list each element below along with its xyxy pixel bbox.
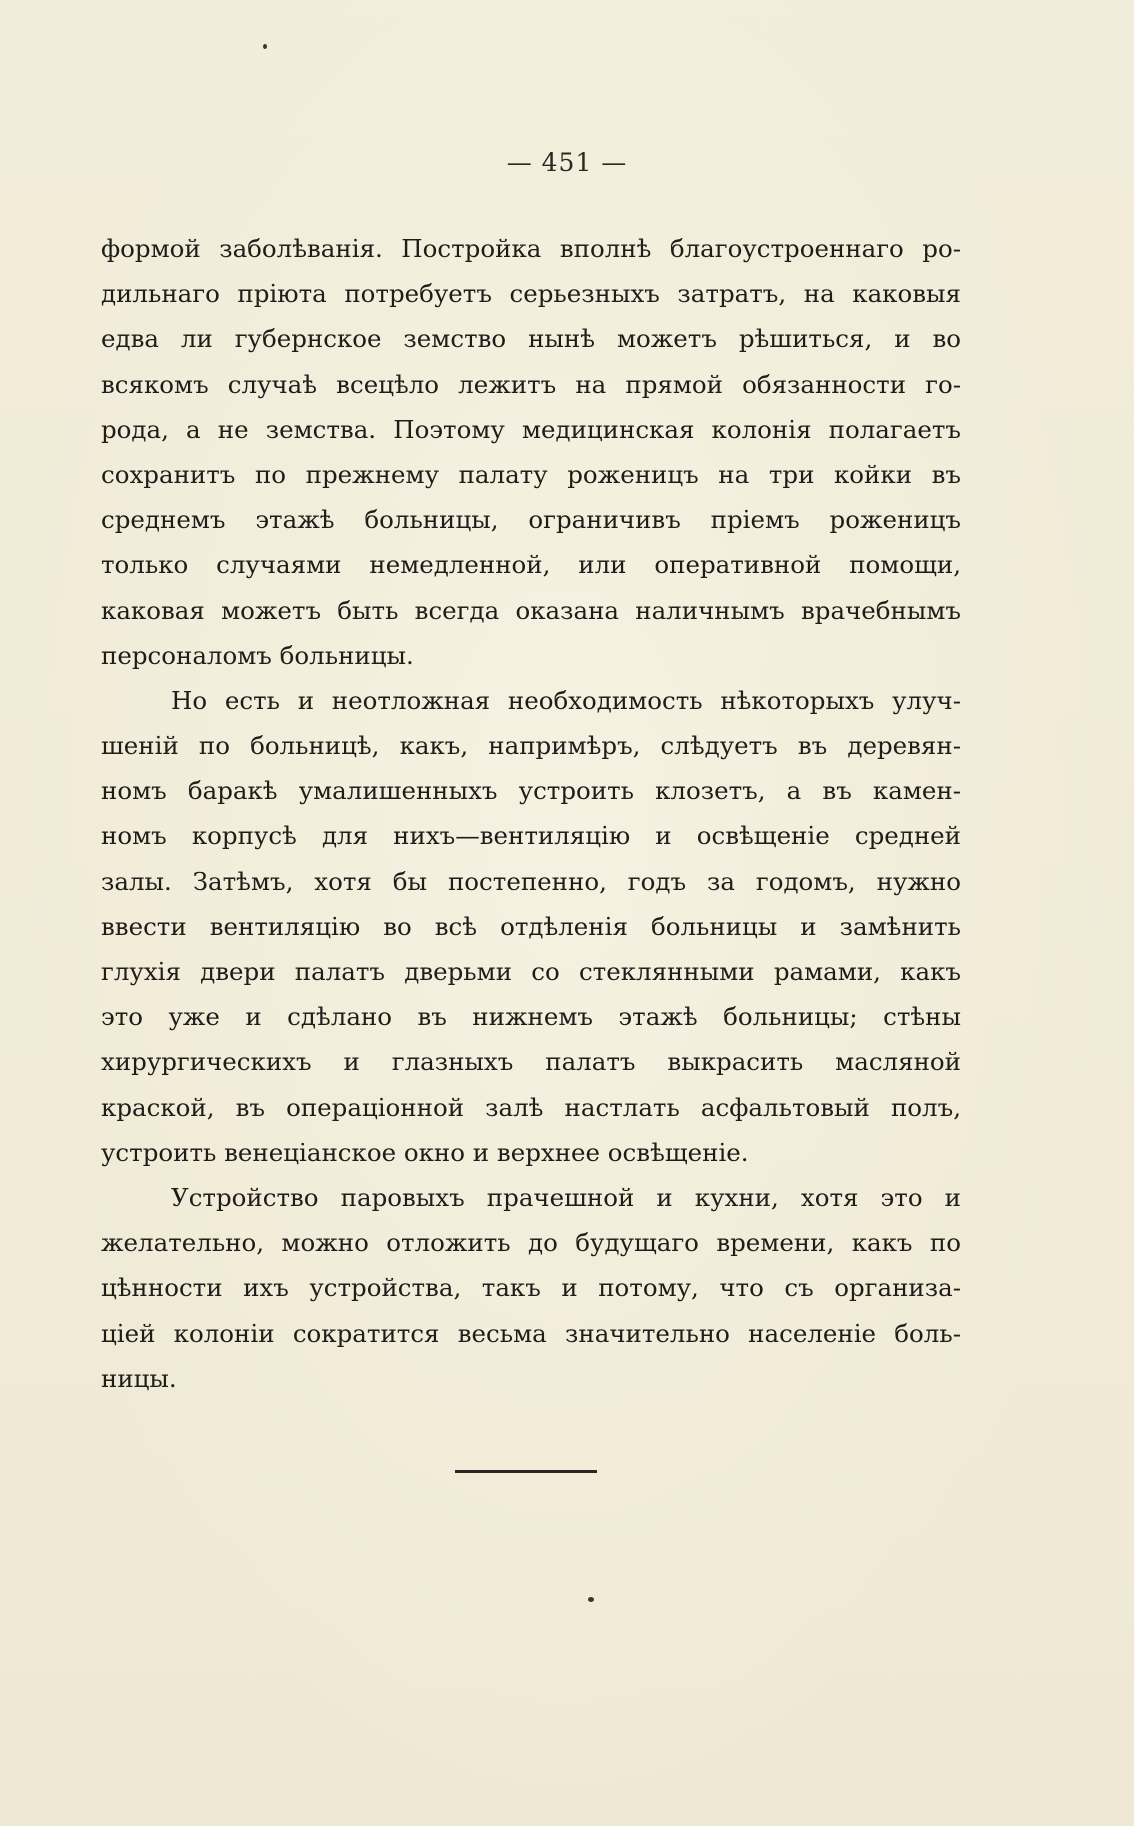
text-line: ціей колоніи сократится весьма значительно населеніе боль- <box>101 1318 961 1348</box>
text-line: каковая можетъ быть всегда оказана наличнымъ врачебнымъ <box>101 595 961 625</box>
text-line: формой заболѣванія. Постройка вполнѣ благоустроеннаго ро- <box>101 234 961 263</box>
text-line: всякомъ случаѣ всецѣло лежитъ на прямой обязанности го- <box>101 369 961 399</box>
page-number: — 451 — <box>506 148 628 177</box>
text-line: персоналомъ больницы. <box>101 640 414 670</box>
paragraph-3 <box>101 1175 961 1401</box>
section-end-rule <box>455 1470 597 1473</box>
text-line: это уже и сдѣлано въ нижнемъ этажѣ больницы; стѣны <box>101 1002 961 1032</box>
paragraph-2 <box>101 678 961 1175</box>
text-line: глухія двери палатъ дверьми со стеклянными рамами, какъ <box>101 957 961 986</box>
text-line: Устройство паровыхъ прачешной и кухни, хотя это и <box>171 1182 961 1212</box>
text-line: рода, а не земства. Поэтому медицинская колонія полагаетъ <box>101 414 961 444</box>
text-line: Но есть и неотложная необходимость нѣкоторыхъ улуч- <box>171 685 961 715</box>
text-line: едва ли губернское земство нынѣ можетъ рѣшиться, и во <box>101 324 961 354</box>
text-line: желательно, можно отложить до будущаго времени, какъ по <box>101 1228 961 1258</box>
text-line: ницы. <box>101 1363 177 1393</box>
print-speck <box>588 1597 594 1602</box>
text-line: ввести вентиляцію во всѣ отдѣленія больницы и замѣнить <box>101 911 961 941</box>
paragraph-1 <box>101 226 961 678</box>
text-line: залы. Затѣмъ, хотя бы постепенно, годъ за годомъ, нужно <box>101 866 961 896</box>
text-line: среднемъ этажѣ больницы, ограничивъ пріемъ роженицъ <box>101 505 961 535</box>
print-speck <box>263 44 267 49</box>
text-line: шеній по больницѣ, какъ, напримѣръ, слѣдуетъ въ деревян- <box>101 731 961 761</box>
text-line: краской, въ операціонной залѣ настлать асфальтовый полъ, <box>101 1092 961 1122</box>
text-line: дильнаго пріюта потребуетъ серьезныхъ затратъ, на каковыя <box>101 279 961 309</box>
text-line: хирургическихъ и глазныхъ палатъ выкрасить масляной <box>101 1047 961 1077</box>
text-line: только случаями немедленной, или оперативной помощи, <box>101 550 961 580</box>
body-text <box>101 226 961 1401</box>
text-line: номъ баракѣ умалишенныхъ устроить клозетъ, а въ камен- <box>101 776 961 806</box>
text-line: сохранитъ по прежнему палату роженицъ на три койки въ <box>101 459 961 489</box>
text-line: цѣнности ихъ устройства, такъ и потому, что съ организа- <box>101 1273 961 1303</box>
text-line: устроить венеціанское окно и верхнее освѣщеніе. <box>101 1137 749 1167</box>
text-line: номъ корпусѣ для нихъ—вентиляцію и освѣщеніе средней <box>101 821 961 851</box>
